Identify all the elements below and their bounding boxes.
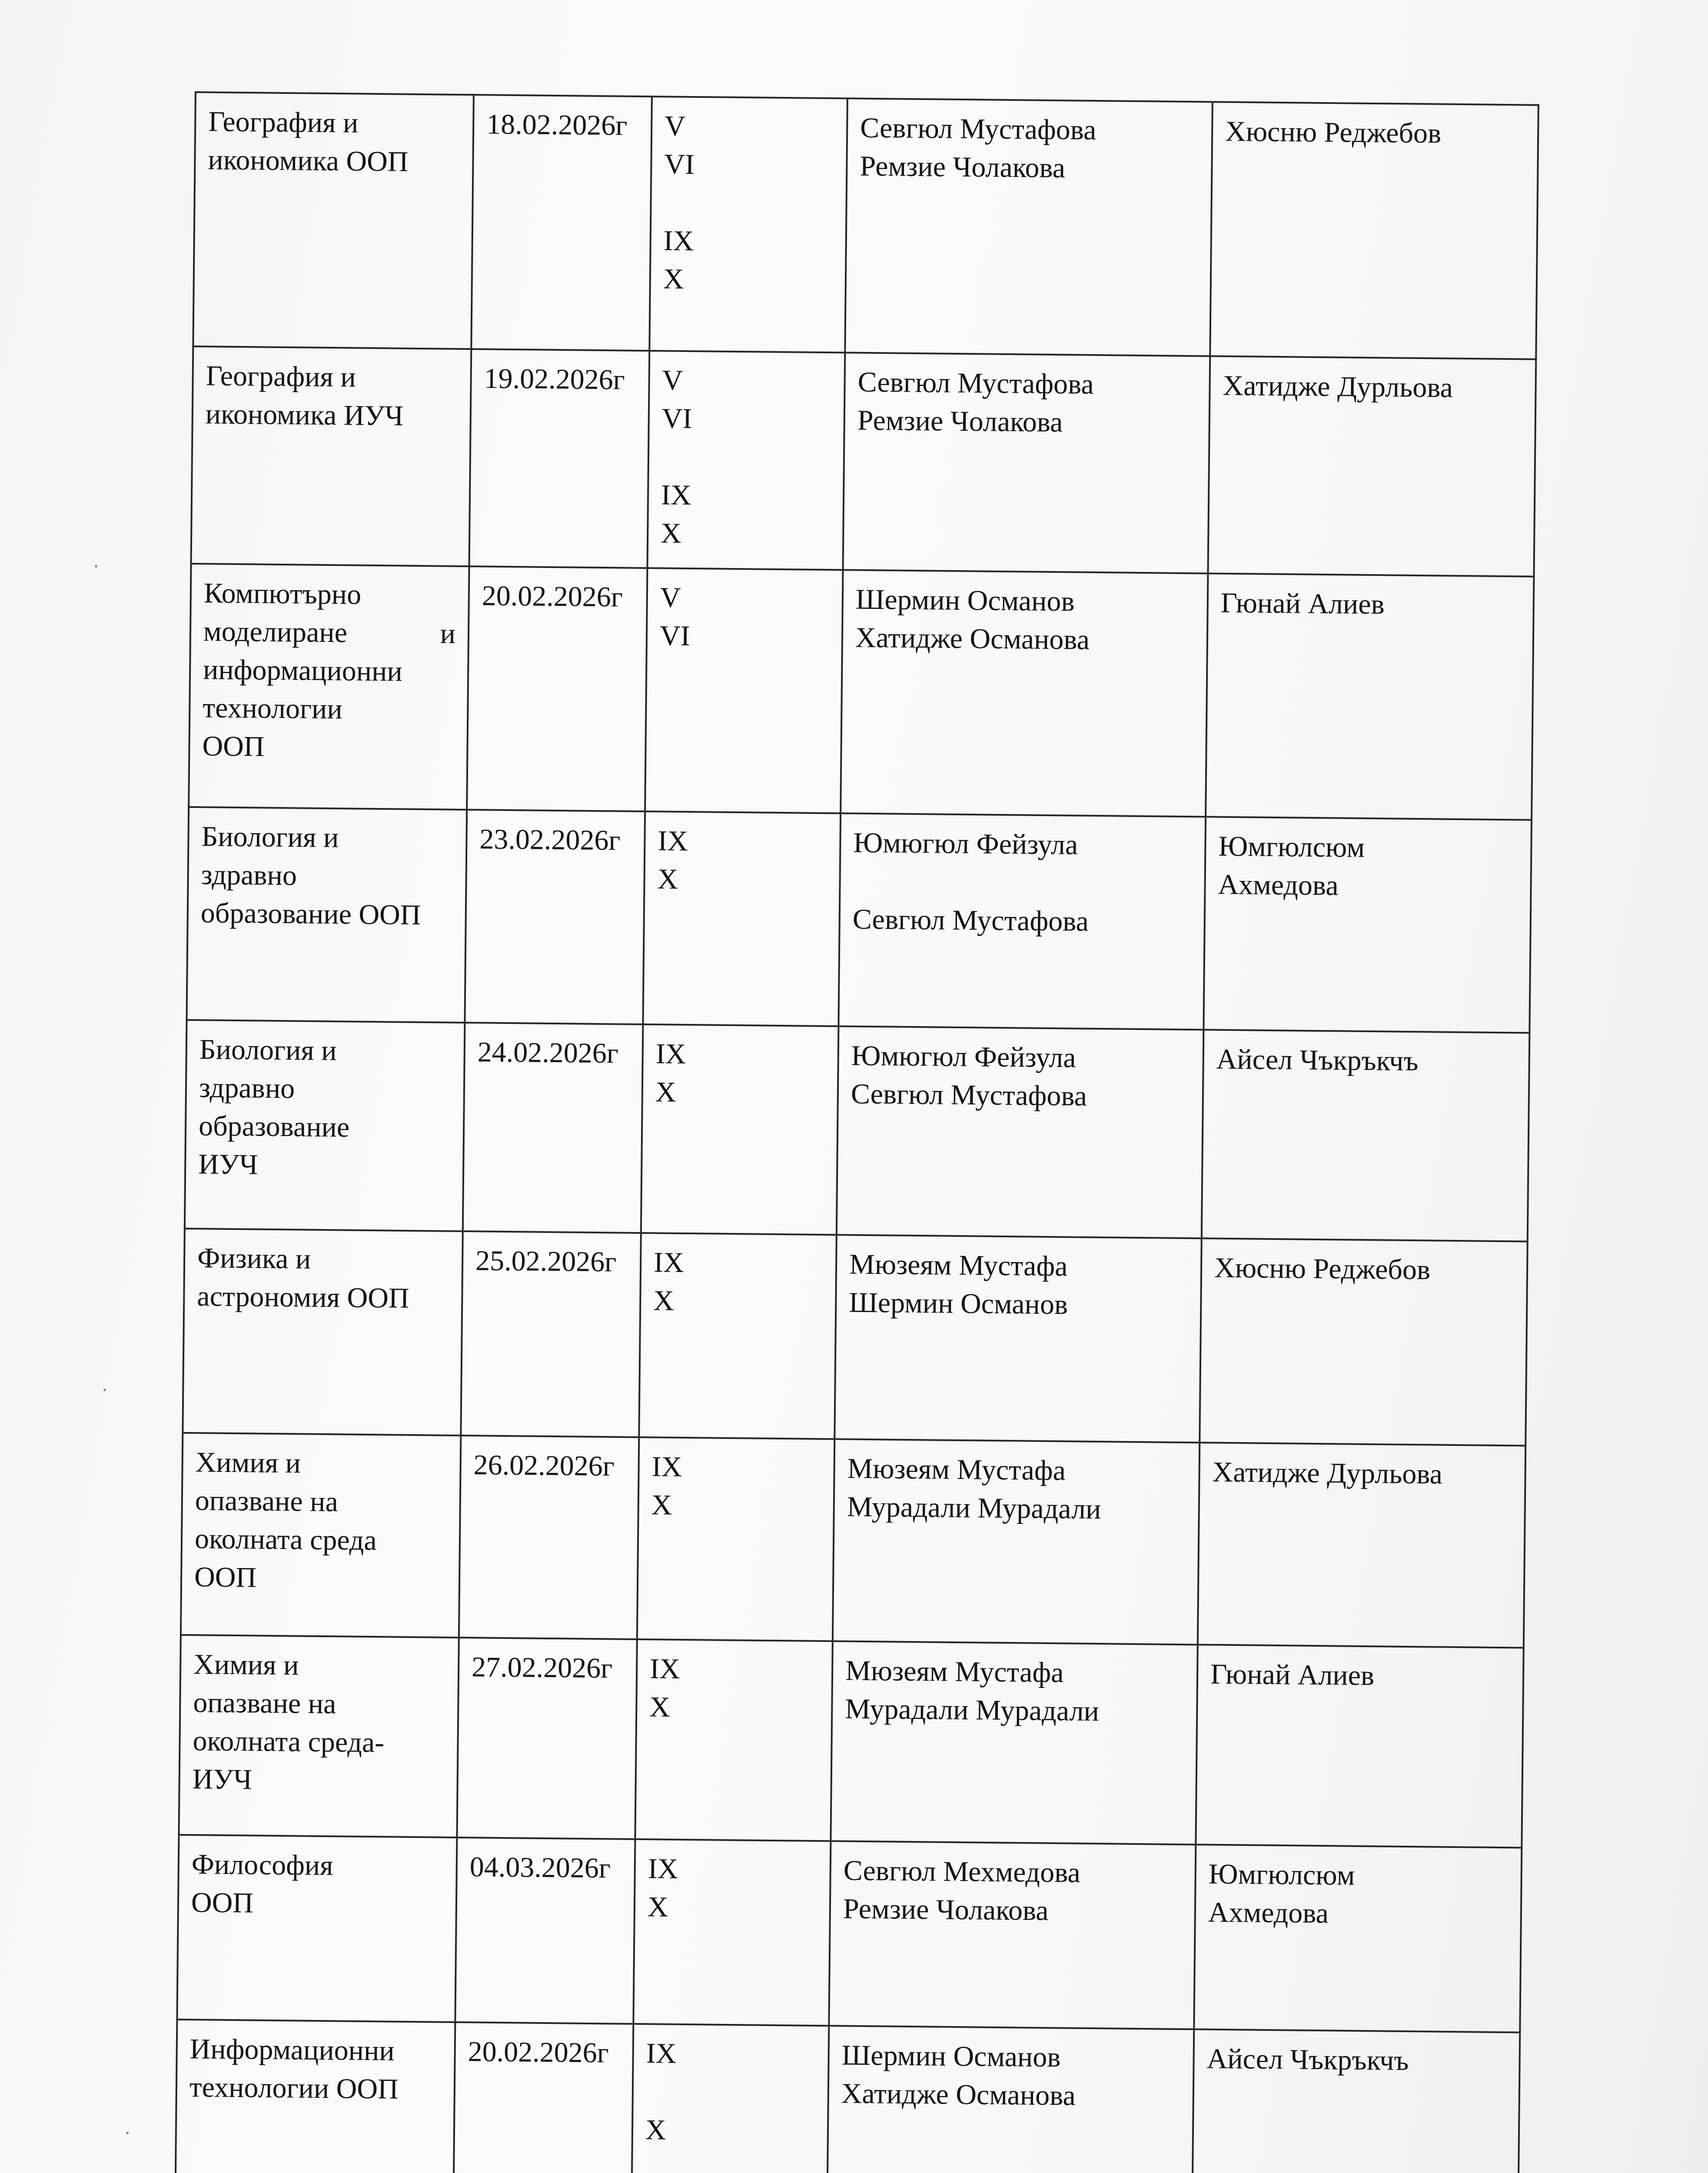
table-row [177,1835,1522,2033]
committee-cell-line: Севгюл Мустафова [851,1078,1087,1112]
classes-cell [633,1839,831,2026]
subject-cell-line: Химия и [195,1446,301,1479]
classes-cell-line: X [655,1076,676,1108]
committee-cell-line: Шермин Османов [855,583,1075,618]
committee-cell [833,1439,1200,1645]
committee-cell [827,2026,1194,2173]
exam-schedule-table [175,91,1539,2173]
committee-cell [838,813,1206,1030]
date-cell [469,349,650,568]
paper-speck [103,1389,106,1391]
observer-cell-line: Хюсню Реджебов [1214,1252,1431,1286]
observer-cell [1200,1238,1527,1445]
subject-cell-line: технологии ООП [189,2071,399,2105]
committee-cell-line: Ремзие Чолакова [843,1893,1049,1927]
date-cell-line: 20.02.2026г [482,580,623,613]
subject-cell-line: Информационни [189,2033,395,2067]
classes-cell-line: IX [661,479,692,512]
subject-cell-line: икономика ООП [208,144,409,178]
committee-cell [841,570,1208,817]
classes-cell [645,568,843,813]
subject-cell-line: ИУЧ [192,1763,253,1796]
classes-cell-line: V [662,364,683,396]
classes-cell [639,1233,836,1439]
subject-cell [176,2020,455,2173]
date-cell [467,566,647,811]
date-cell-line: 24.02.2026г [477,1036,619,1070]
observer-cell-line: Айсел Чъкръкчъ [1206,2043,1409,2077]
classes-cell-line: IX [653,1246,685,1279]
table-row [186,807,1532,1033]
classes-cell-line: IX [655,1038,686,1070]
observer-cell [1193,2029,1520,2173]
table-row [183,1229,1527,1446]
subject-cell-line: ООП [194,1561,257,1594]
subject-cell-line: Биология и [199,1033,337,1067]
observer-cell-line: Хатидже Дурльова [1212,1456,1443,1490]
table-row [185,1020,1529,1242]
subject-cell [193,92,474,349]
classes-cell [637,1437,834,1641]
classes-cell [632,2024,829,2173]
committee-cell-line [853,862,1192,904]
classes-cell-line: X [651,1489,672,1521]
classes-cell [635,1639,832,1841]
observer-cell-line: Хатидже Дурльова [1223,369,1453,404]
subject-cell-line: География и [208,106,359,139]
subject-cell-line [203,612,456,653]
classes-cell-line: IX [651,1451,682,1483]
committee-cell-line: Хатидже Османова [841,2077,1076,2112]
observer-cell-line: Ахмедова [1218,868,1339,902]
classes-cell-line: IX [646,2037,677,2070]
committee-cell-line: Ремзие Чолакова [857,404,1063,439]
classes-cell-line: X [649,1691,671,1723]
table-row [189,564,1534,820]
date-cell [461,1231,641,1437]
date-cell-line: 04.03.2026г [469,1851,611,1884]
observer-cell [1203,817,1532,1033]
date-cell [471,95,652,351]
table-body [176,92,1539,2173]
observer-cell [1208,356,1536,576]
subject-cell-line: здравно [199,1072,295,1105]
classes-cell-line: IX [663,225,694,257]
classes-cell-line [661,438,831,478]
subject-cell-line: Биология и [201,821,339,854]
classes-cell-line: VI [664,148,695,181]
subject-cell-line: информационни [203,654,403,688]
classes-cell-line: IX [658,825,688,857]
schedule-sheet [175,91,1538,2173]
subject-cell [179,1635,459,1837]
date-cell [454,2022,634,2173]
date-cell [463,1023,643,1233]
table-row [176,2020,1520,2173]
subject-cell [191,346,472,566]
committee-cell-line: Мюзеям Мустафа [847,1452,1066,1487]
classes-cell-line: X [645,2114,667,2146]
classes-cell-line: X [657,863,678,895]
observer-cell-line: Юмгюлсюм [1218,830,1365,864]
committee-cell-line: Мурадали Мурадали [844,1693,1100,1728]
classes-cell [641,1024,839,1235]
date-cell-line: 27.02.2026г [471,1651,613,1685]
subject-cell-line: Компютърно [203,577,362,611]
committee-cell-line: Ремзие Чолакова [860,150,1066,184]
table-row [181,1433,1525,1648]
committee-cell-line: Хатидже Османова [855,621,1090,656]
committee-cell-line: Мюзеям Мустафа [845,1655,1064,1689]
subject-cell-line: ИУЧ [198,1148,258,1181]
classes-cell-line: V [664,110,686,142]
date-cell-line: 26.02.2026г [473,1449,615,1482]
committee-cell-line: Севгюл Мустафова [852,903,1089,937]
classes-cell-line: IX [649,1653,681,1685]
date-cell-line: 19.02.2026г [484,362,625,396]
committee-cell-line: Севгюл Мустафова [857,366,1094,400]
observer-cell-line: Ахмедова [1208,1896,1329,1930]
observer-cell-line: Юмгюлсюм [1208,1858,1355,1891]
classes-cell-line [645,2073,815,2113]
subject-cell-line: технологии [203,692,343,725]
observer-cell-line: Айсел Чъкръкчъ [1216,1043,1419,1077]
committee-cell [829,1841,1196,2029]
committee-cell-line: Шермин Османов [848,1286,1068,1321]
classes-cell-line: VI [661,402,692,435]
subject-cell-line: Философия [191,1848,333,1882]
classes-cell [649,96,847,352]
subject-cell-line: опазване на [195,1485,339,1518]
classes-cell-line: VI [659,620,691,652]
observer-cell-line: Хюсню Реджебов [1225,115,1442,150]
date-cell-line: 25.02.2026г [475,1245,617,1278]
classes-cell-line: X [663,263,684,295]
subject-cell [177,1835,457,2022]
classes-cell-line [664,183,834,223]
committee-cell-line: Мюзеям Мустафа [849,1248,1068,1283]
observer-cell [1206,573,1534,820]
classes-cell-line: X [660,517,682,549]
committee-cell-line: Мурадали Мурадали [847,1491,1101,1525]
subject-cell-line: здравно [201,859,297,892]
table-row [179,1635,1523,1848]
classes-cell [643,811,841,1026]
subject-cell [189,564,469,810]
date-cell-line: 23.02.2026г [479,823,621,857]
classes-cell [648,351,845,570]
observer-cell [1196,1645,1523,1847]
subject-cell-line: ООП [191,1887,254,1919]
date-cell [459,1435,639,1639]
observer-cell [1202,1030,1530,1241]
classes-cell-line: X [653,1285,675,1317]
subject-cell-line: опазване на [193,1687,336,1720]
subject-cell-line: астрономия ООП [197,1280,409,1314]
observer-cell [1194,1844,1522,2032]
committee-cell-line: Шермин Османов [841,2039,1061,2073]
subject-cell [183,1229,462,1435]
subject-cell-line: Физика и [197,1242,311,1275]
classes-cell-line: IX [648,1853,678,1885]
subject-word: моделиране [203,615,348,649]
observer-cell-line: Гюнай Алиев [1210,1658,1375,1692]
committee-cell [843,352,1210,573]
committee-cell [834,1235,1201,1442]
subject-cell-line: образование [198,1110,350,1143]
committee-cell-line: Юмюгюл Фейзула [853,827,1078,861]
observer-cell [1198,1442,1525,1648]
subject-cell-line: образование ООП [200,897,421,931]
committee-cell [831,1641,1197,1844]
classes-cell-line: V [660,581,681,614]
committee-cell-line: Севгюл Мехмедова [843,1854,1081,1889]
date-cell [455,1837,635,2024]
paper-speck [126,2132,129,2134]
subject-word: и [440,618,456,650]
committee-cell-line: Севгюл Мустафова [860,112,1097,146]
observer-cell [1210,102,1539,359]
date-cell [465,810,645,1024]
subject-cell-line: икономика ИУЧ [205,398,404,432]
date-cell-line: 18.02.2026г [486,108,628,142]
subject-cell [181,1433,461,1638]
date-cell-line: 20.02.2026г [468,2036,609,2069]
table-row [191,346,1536,577]
subject-cell-line: околната среда- [193,1725,385,1759]
classes-cell-line: X [647,1891,668,1923]
committee-cell [845,98,1213,356]
subject-cell-line: ООП [202,730,265,763]
subject-cell [186,807,467,1023]
subject-cell-line: околната среда [194,1523,377,1557]
date-cell [457,1638,637,1839]
subject-cell-line: География и [206,360,356,393]
paper-speck [95,565,97,568]
committee-cell-line: Юмюгюл Фейзула [851,1040,1076,1074]
committee-cell [837,1026,1204,1238]
observer-cell-line: Гюнай Алиев [1220,587,1385,621]
table-row [193,92,1538,359]
subject-cell-line: Химия и [193,1648,299,1681]
subject-cell [185,1020,465,1231]
